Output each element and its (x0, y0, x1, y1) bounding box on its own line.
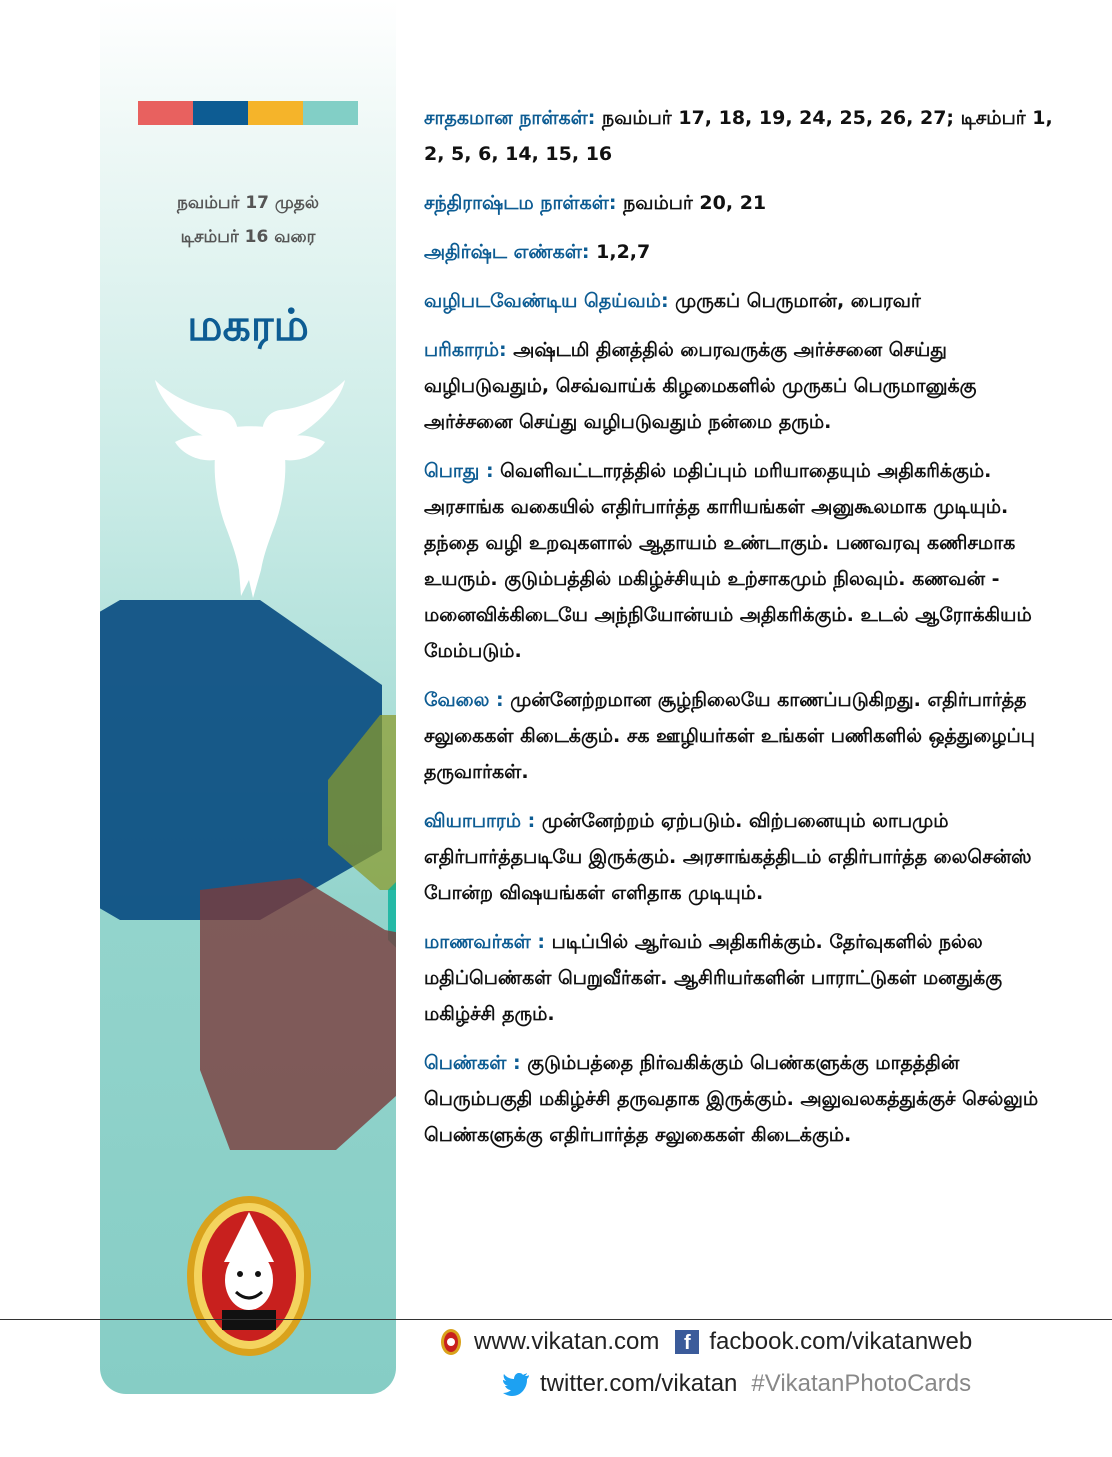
facebook-icon: f (675, 1330, 699, 1354)
business-label: வியாபாரம் : (424, 810, 536, 832)
footer-row-twitter (502, 1370, 971, 1398)
deity (424, 283, 1064, 319)
date-range-end: டிசம்பர் 16 வரை (180, 227, 316, 247)
remedy-label: பரிகாரம்: (424, 339, 507, 361)
chandrashtama-label: சந்திராஷ்டம நாள்கள்: (424, 192, 617, 214)
footer-row-web (440, 1328, 972, 1356)
remedy-value: அஷ்டமி தினத்தில் பைரவருக்கு அர்ச்சனை செய்து வழிபடுவதும், செவ்வாய்க் கிழமைகளில் முருகப் பெருமானுக்கு அர்ச்சனை செய்து வழிபடுவதும் நன்மை தரும். (424, 339, 977, 433)
date-range (120, 186, 376, 254)
women-value: குடும்பத்தை நிர்வகிக்கும் பெண்களுக்கு மாதத்தின் பெரும்பகுதி மகிழ்ச்சி தருவதாக இருக்கும். அலுவலகத்துக்குச் செல்லும் பெண்களுக்கு எதிர்பார்த்த சலுகைகள் கிடைக்கும். (424, 1052, 1039, 1146)
capricorn-goat-icon (145, 370, 355, 600)
decorative-hexagons (100, 590, 396, 1170)
remedy (424, 332, 1064, 440)
footer-divider (0, 1319, 1112, 1320)
color-strip-yellow (248, 101, 303, 125)
hexagon-maroon (200, 878, 396, 1150)
facebook-link[interactable]: facbook.com/vikatanweb (709, 1328, 973, 1355)
twitter-icon (502, 1372, 530, 1396)
business (424, 803, 1064, 911)
lucky-numbers-label: அதிர்ஷ்ட எண்கள்: (424, 241, 590, 263)
chandrashtama-value: நவம்பர் 20, 21 (616, 192, 767, 214)
color-strip-red (138, 101, 193, 125)
general-label: பொது : (424, 460, 494, 482)
work (424, 682, 1064, 790)
women-label: பெண்கள் : (424, 1052, 521, 1074)
business-value: முன்னேற்றம் ஏற்படும். விற்பனையும் லாபமும் எதிர்பார்த்தபடியே இருக்கும். அரசாங்கத்திடம் எதிர்பார்த்த லைசென்ஸ் போன்ற விஷயங்கள் எளிதாக முடியும். (424, 810, 1032, 904)
students (424, 924, 1064, 1032)
general-value: வெளிவட்டாரத்தில் மதிப்பும் மரியாதையும் அதிகரிக்கும். அரசாங்க வகையில் எதிர்பார்த்த காரியங்கள் அனுகூலமாக முடியும். தந்தை வழி உறவுகளால் ஆதாயம் உண்டாகும். பணவரவு கணிசமாக உயரும். குடும்பத்தில் மகிழ்ச்சியும் உற்சாகமும் நிலவும். கணவன் - மனைவிக்கிடையே அந்நியோன்யம் அதிகரிக்கும். உடல் ஆரோக்கியம் மேம்படும். (424, 460, 1032, 662)
hashtag[interactable]: #VikatanPhotoCards (751, 1370, 972, 1397)
favorable-days (424, 100, 1064, 172)
work-value: முன்னேற்றமான சூழ்நிலையே காணப்படுகிறது. எதிர்பார்த்த சலுகைகள் கிடைக்கும். சக ஊழியர்கள் உங்கள் பணிகளில் ஒத்துழைப்பு தருவார்கள். (424, 689, 1035, 783)
twitter-link[interactable]: twitter.com/vikatan (540, 1370, 738, 1397)
students-label: மாணவர்கள் : (424, 931, 546, 953)
chandrashtama-days (424, 185, 1064, 221)
favorable-days-value: நவம்பர் 17, 18, 19, 24, 25, 26, 27; டிசம்பர் 1, 2, 5, 6, 14, 15, 16 (424, 107, 1053, 165)
hexagon-blue (100, 600, 382, 920)
lucky-numbers (424, 234, 1064, 270)
date-range-start: நவம்பர் 17 முதல் (177, 193, 319, 213)
deity-value: முருகப் பெருமான், பைரவர் (668, 290, 921, 312)
color-strip-teal (303, 101, 358, 125)
zodiac-sign-title: மகரம் (187, 300, 309, 351)
lucky-numbers-value: 1,2,7 (589, 241, 651, 263)
color-strip-blue (193, 101, 248, 125)
vikatan-mini-logo-icon (440, 1328, 462, 1356)
general (424, 453, 1064, 669)
women (424, 1045, 1064, 1153)
deity-label: வழிபடவேண்டிய தெய்வம்: (424, 290, 669, 312)
website-link[interactable]: www.vikatan.com (474, 1328, 660, 1355)
vikatan-mascot-logo (184, 1192, 314, 1360)
color-strip (138, 101, 358, 125)
work-label: வேலை : (424, 689, 504, 711)
horoscope-content (424, 100, 1064, 1166)
students-value: படிப்பில் ஆர்வம் அதிகரிக்கும். தேர்வுகளில் நல்ல மதிப்பெண்கள் பெறுவீர்கள். ஆசிரியர்களின் பாராட்டுகள் மனதுக்கு மகிழ்ச்சி தரும். (424, 931, 1002, 1025)
favorable-days-label: சாதகமான நாள்கள்: (424, 107, 596, 129)
